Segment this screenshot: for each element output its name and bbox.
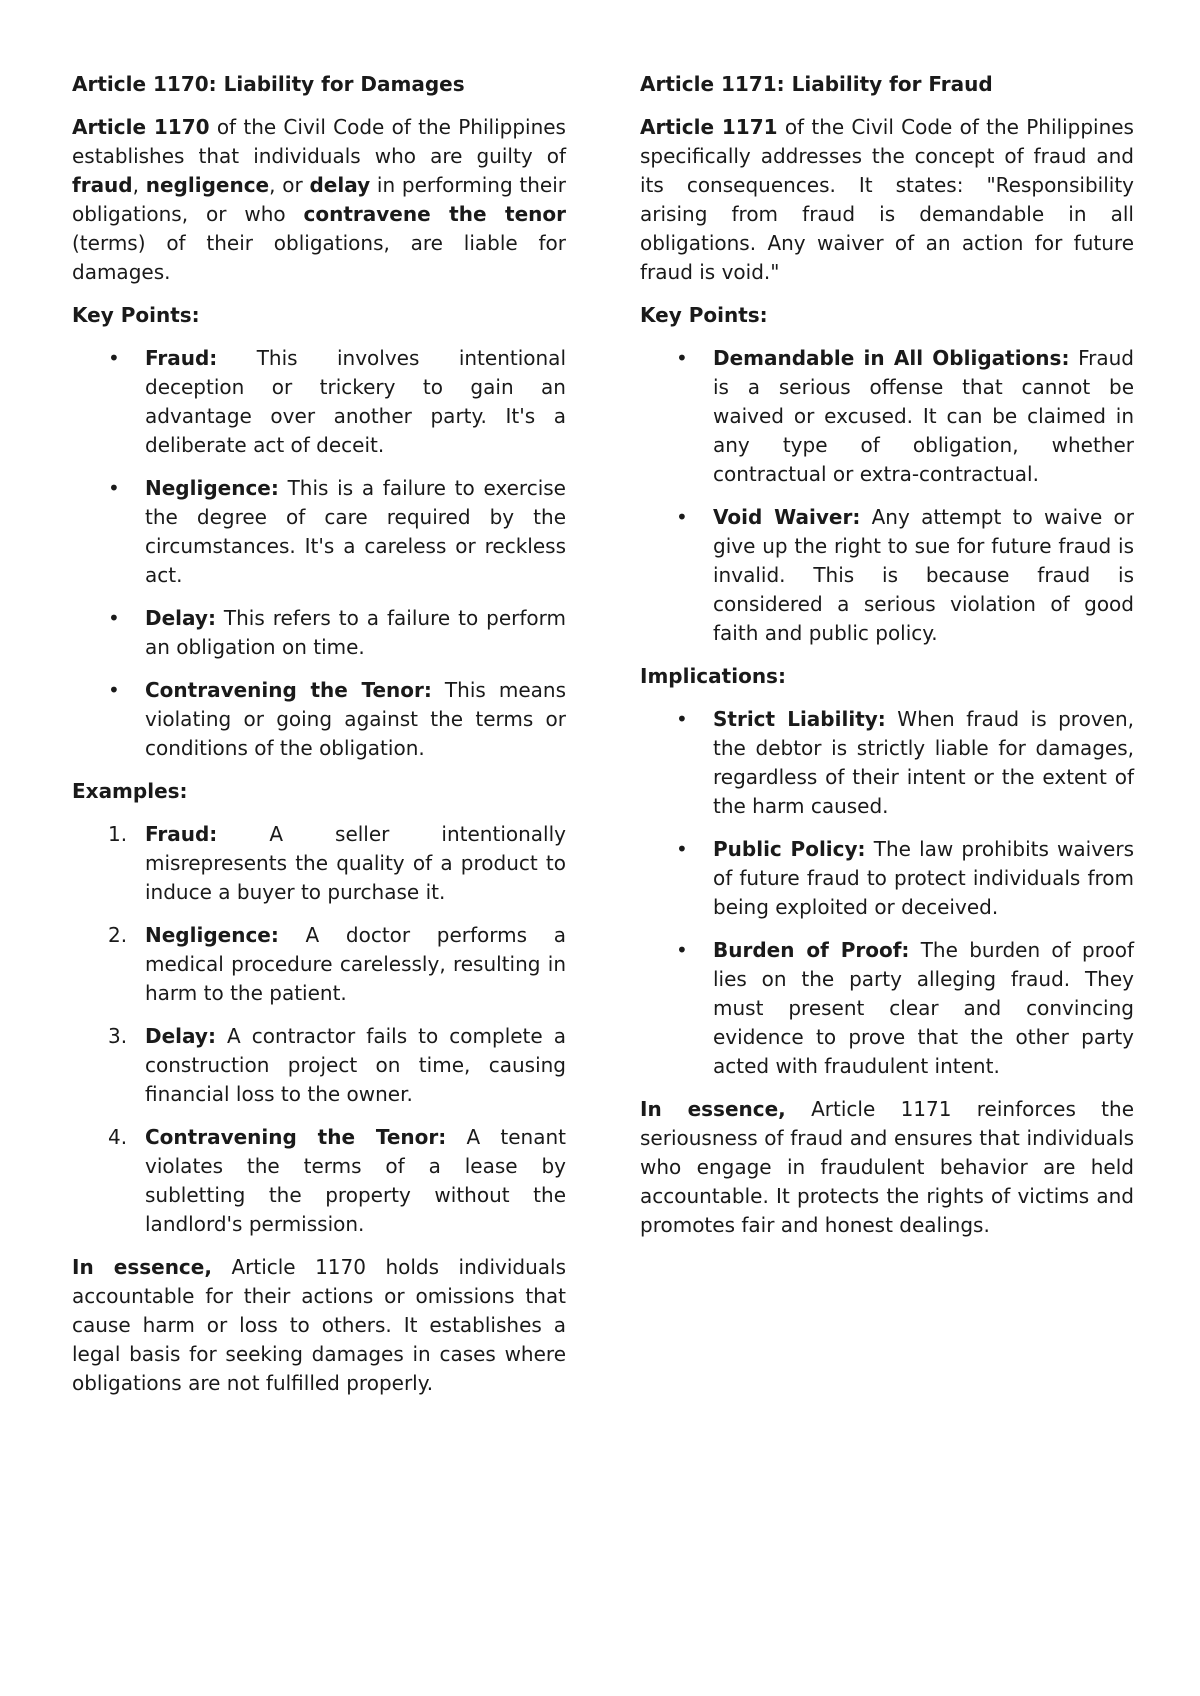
list-item: • Public Policy: The law prohibits waivers of future fraud to protect individuals from being exploited or deceived. (640, 835, 1134, 922)
article-1170-intro: Article 1170 of the Civil Code of the Philippines establishes that individuals who are guilty of fraud, negligence, or delay in performing their obligations, or who contravene the tenor (terms) of their obligations, are liable for damages. (72, 115, 567, 284)
list-item: 3. Delay: A contractor fails to complete a construction project on time, causing financial loss to the owner. (108, 1024, 566, 1106)
list-item: • Fraud: This involves intentional deception or trickery to gain an advantage over another party. It's a deliberate act of deceit. (72, 344, 566, 460)
key-points-heading: Key Points: (72, 303, 200, 327)
key-points-list (640, 344, 1134, 648)
list-item: • Negligence: This is a failure to exercise the degree of care required by the circumstances. It's a careless or reckless act. (72, 474, 566, 590)
implications-heading: Implications: (640, 664, 786, 688)
article-1171-essence: In essence, Article 1171 reinforces the seriousness of fraud and ensures that individuals who engage in fraudulent behavior are held accountable. It protects the rights of victims and promotes fair and honest dealings. (640, 1097, 1134, 1237)
right-column (640, 70, 1134, 1254)
list-item: 2. Negligence: A doctor performs a medical procedure carelessly, resulting in harm to the patient. (108, 923, 566, 1005)
examples-list (72, 820, 566, 1239)
article-1170-title: Article 1170: Liability for Damages (72, 72, 465, 96)
list-item: 4. Contravening the Tenor: A tenant violates the terms of a lease by subletting the property without the landlord's permission. (108, 1125, 566, 1236)
examples-heading: Examples: (72, 779, 188, 803)
implications-list (640, 705, 1134, 1081)
list-item: • Delay: This refers to a failure to perform an obligation on time. (72, 604, 566, 662)
left-column (72, 70, 566, 1412)
key-points-heading: Key Points: (640, 303, 768, 327)
list-item: • Burden of Proof: The burden of proof lies on the party alleging fraud. They must present clear and convincing evidence to prove that the other party acted with fraudulent intent. (640, 936, 1134, 1081)
article-1170-essence: In essence, Article 1170 holds individuals accountable for their actions or omissions that cause harm or loss to others. It establishes a legal basis for seeking damages in cases where obligations are not fulfilled properly. (72, 1255, 566, 1395)
list-item: 1. Fraud: A seller intentionally misrepresents the quality of a product to induce a buyer to purchase it. (108, 822, 566, 904)
article-1171-title: Article 1171: Liability for Fraud (640, 72, 993, 96)
key-points-list (72, 344, 566, 763)
list-item: • Demandable in All Obligations: Fraud is a serious offense that cannot be waived or excused. It can be claimed in any type of obligation, whether contractual or extra-contractual. (640, 344, 1134, 489)
list-item: • Strict Liability: When fraud is proven, the debtor is strictly liable for damages, regardless of their intent or the extent of the harm caused. (640, 705, 1134, 821)
article-1171-intro: Article 1171 of the Civil Code of the Philippines specifically addresses the concept of fraud and its consequences. It states: "Responsibility arising from fraud is demandable in all obligations. Any waiver of an action for future fraud is void." (640, 115, 1134, 284)
list-item: • Void Waiver: Any attempt to waive or give up the right to sue for future fraud is invalid. This is because fraud is considered a serious violation of good faith and public policy. (640, 503, 1134, 648)
list-item: • Contravening the Tenor: This means violating or going against the terms or conditions of the obligation. (72, 676, 566, 763)
